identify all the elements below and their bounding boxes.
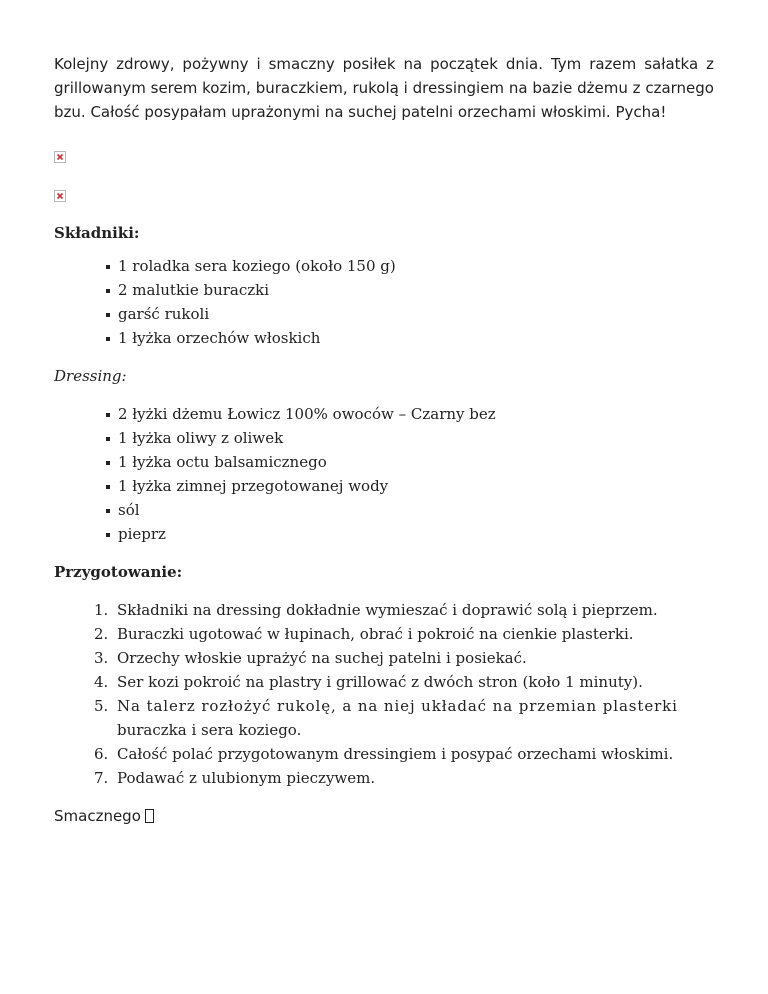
step-item	[54, 766, 714, 790]
list-item: 1 roladka sera koziego (około 150 g)	[103, 254, 714, 278]
closing-line	[54, 804, 714, 828]
list-item: 1 łyżka octu balsamicznego	[103, 450, 714, 474]
step-item	[54, 622, 714, 646]
step-text: Orzechy włoskie uprażyć na suchej patelni i posiekać.	[117, 649, 527, 667]
step-text: Całość polać przygotowanym dressingiem i posypać orzechami włoskimi.	[117, 745, 674, 763]
ingredients-heading: Składniki:	[54, 224, 140, 242]
list-item: garść rukoli	[103, 302, 714, 326]
ingredients-list	[54, 254, 714, 350]
step-item	[54, 598, 714, 622]
step-text: Ser kozi pokroić na plastry i grillować z dwóch stron (koło 1 minuty).	[117, 673, 643, 691]
missing-emoji-icon	[145, 809, 154, 823]
step-number: 1.	[94, 601, 109, 619]
broken-image-x-icon	[56, 192, 64, 200]
broken-image-icon	[54, 151, 66, 163]
step-item	[54, 646, 714, 670]
dressing-list	[54, 402, 714, 546]
closing-text: Smacznego	[54, 807, 141, 825]
step-text: Składniki na dressing dokładnie wymieszać i doprawić solą i pieprzem.	[117, 601, 658, 619]
step-text: Buraczki ugotować w łupinach, obrać i pokroić na cienkie plasterki.	[117, 625, 634, 643]
step-number: 2.	[94, 625, 109, 643]
broken-image-x-icon	[56, 153, 64, 161]
step-number: 5.	[94, 697, 109, 715]
article-body	[54, 52, 714, 828]
list-item: sól	[103, 498, 714, 522]
step-number: 7.	[94, 769, 109, 787]
list-item: 1 łyżka zimnej przegotowanej wody	[103, 474, 714, 498]
list-item: pieprz	[103, 522, 714, 546]
preparation-steps	[54, 598, 714, 790]
step-text-line: Na talerz rozłożyć rukolę, a na niej układać na przemian plasterki	[117, 697, 678, 715]
preparation-heading: Przygotowanie:	[54, 563, 183, 581]
step-number: 4.	[94, 673, 109, 691]
step-item	[54, 670, 714, 694]
list-item: 1 łyżka oliwy z oliwek	[103, 426, 714, 450]
step-number: 6.	[94, 745, 109, 763]
list-item: 2 łyżki dżemu Łowicz 100% owoców – Czarny bez	[103, 402, 714, 426]
step-text: Podawać z ulubionym pieczywem.	[117, 769, 376, 787]
list-item: 1 łyżka orzechów włoskich	[103, 326, 714, 350]
step-number: 3.	[94, 649, 109, 667]
step-item	[54, 742, 714, 766]
dressing-heading: Dressing:	[54, 367, 127, 385]
broken-image-icon	[54, 190, 66, 202]
step-item	[54, 694, 714, 742]
list-item: 2 malutkie buraczki	[103, 278, 714, 302]
step-text-line: buraczka i sera koziego.	[117, 721, 302, 739]
intro-paragraph: Kolejny zdrowy, pożywny i smaczny posiłek na początek dnia. Tym razem sałatka z grillowanym serem kozim, buraczkiem, rukolą i dressingiem na bazie dżemu z czarnego bzu. Całość posypałam uprażonymi na suchej patelni orzechami włoskimi. Pycha!	[54, 55, 714, 121]
